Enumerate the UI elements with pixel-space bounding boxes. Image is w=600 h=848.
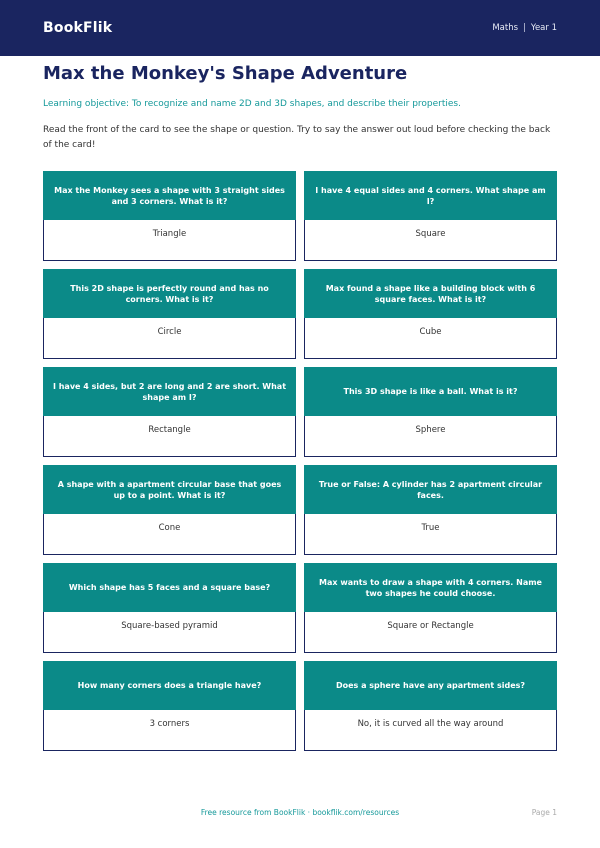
flashcard[interactable] — [43, 171, 296, 261]
card-back-answer: 3 corners — [43, 710, 296, 751]
flashcard[interactable] — [304, 563, 557, 653]
page-title: Max the Monkey's Shape Adventure — [43, 63, 408, 84]
card-front-question: Max found a shape like a building block with 6 square faces. What is it? — [304, 269, 557, 318]
card-front-question: This 2D shape is perfectly round and has no corners. What is it? — [43, 269, 296, 318]
card-front-question: Max the Monkey sees a shape with 3 straight sides and 3 corners. What is it? — [43, 171, 296, 220]
card-front-question: This 3D shape is like a ball. What is it? — [304, 367, 557, 416]
flashcard[interactable] — [43, 269, 296, 359]
card-front-question: True or False: A cylinder has 2 apartment circular faces. — [304, 465, 557, 514]
header-bar — [0, 0, 600, 56]
card-front-question: Max wants to draw a shape with 4 corners. Name two shapes he could choose. — [304, 563, 557, 612]
card-front-question: Does a sphere have any apartment sides? — [304, 661, 557, 710]
meta-separator: | — [523, 23, 526, 33]
page-number: Page 1 — [531, 808, 557, 817]
year-label: Year 1 — [530, 23, 557, 33]
flashcard[interactable] — [304, 465, 557, 555]
card-back-answer: No, it is curved all the way around — [304, 710, 557, 751]
card-back-answer: Cone — [43, 514, 296, 555]
card-back-answer: Sphere — [304, 416, 557, 457]
card-front-question: I have 4 equal sides and 4 corners. What shape am I? — [304, 171, 557, 220]
flashcard[interactable] — [43, 367, 296, 457]
flashcard[interactable] — [304, 171, 557, 261]
card-back-answer: Circle — [43, 318, 296, 359]
card-back-answer: Cube — [304, 318, 557, 359]
card-back-answer: Rectangle — [43, 416, 296, 457]
flashcard[interactable] — [304, 661, 557, 751]
brand-logo-text[interactable]: BookFlik — [43, 20, 113, 36]
instructions: Read the front of the card to see the shape or question. Try to say the answer out loud before checking the back of the card! — [43, 125, 551, 150]
card-front-question: How many corners does a triangle have? — [43, 661, 296, 710]
flashcard[interactable] — [43, 661, 296, 751]
card-back-answer: True — [304, 514, 557, 555]
learning-objective: Learning objective: To recognize and name 2D and 3D shapes, and describe their properties. — [43, 99, 461, 109]
card-back-answer: Square or Rectangle — [304, 612, 557, 653]
card-back-answer: Triangle — [43, 220, 296, 261]
flashcard[interactable] — [43, 465, 296, 555]
card-front-question: A shape with a apartment circular base that goes up to a point. What is it? — [43, 465, 296, 514]
flashcard[interactable] — [43, 563, 296, 653]
subject-label: Maths — [492, 23, 519, 33]
card-front-question: I have 4 sides, but 2 are long and 2 are short. What shape am I? — [43, 367, 296, 416]
subject-year — [492, 23, 557, 33]
card-back-answer: Square — [304, 220, 557, 261]
footer-resource-link[interactable]: Free resource from BookFlik · bookflik.com/resources — [200, 808, 400, 817]
card-back-answer: Square-based pyramid — [43, 612, 296, 653]
card-front-question: Which shape has 5 faces and a square base? — [43, 563, 296, 612]
flashcard-grid — [43, 171, 557, 751]
flashcard[interactable] — [304, 269, 557, 359]
flashcard[interactable] — [304, 367, 557, 457]
